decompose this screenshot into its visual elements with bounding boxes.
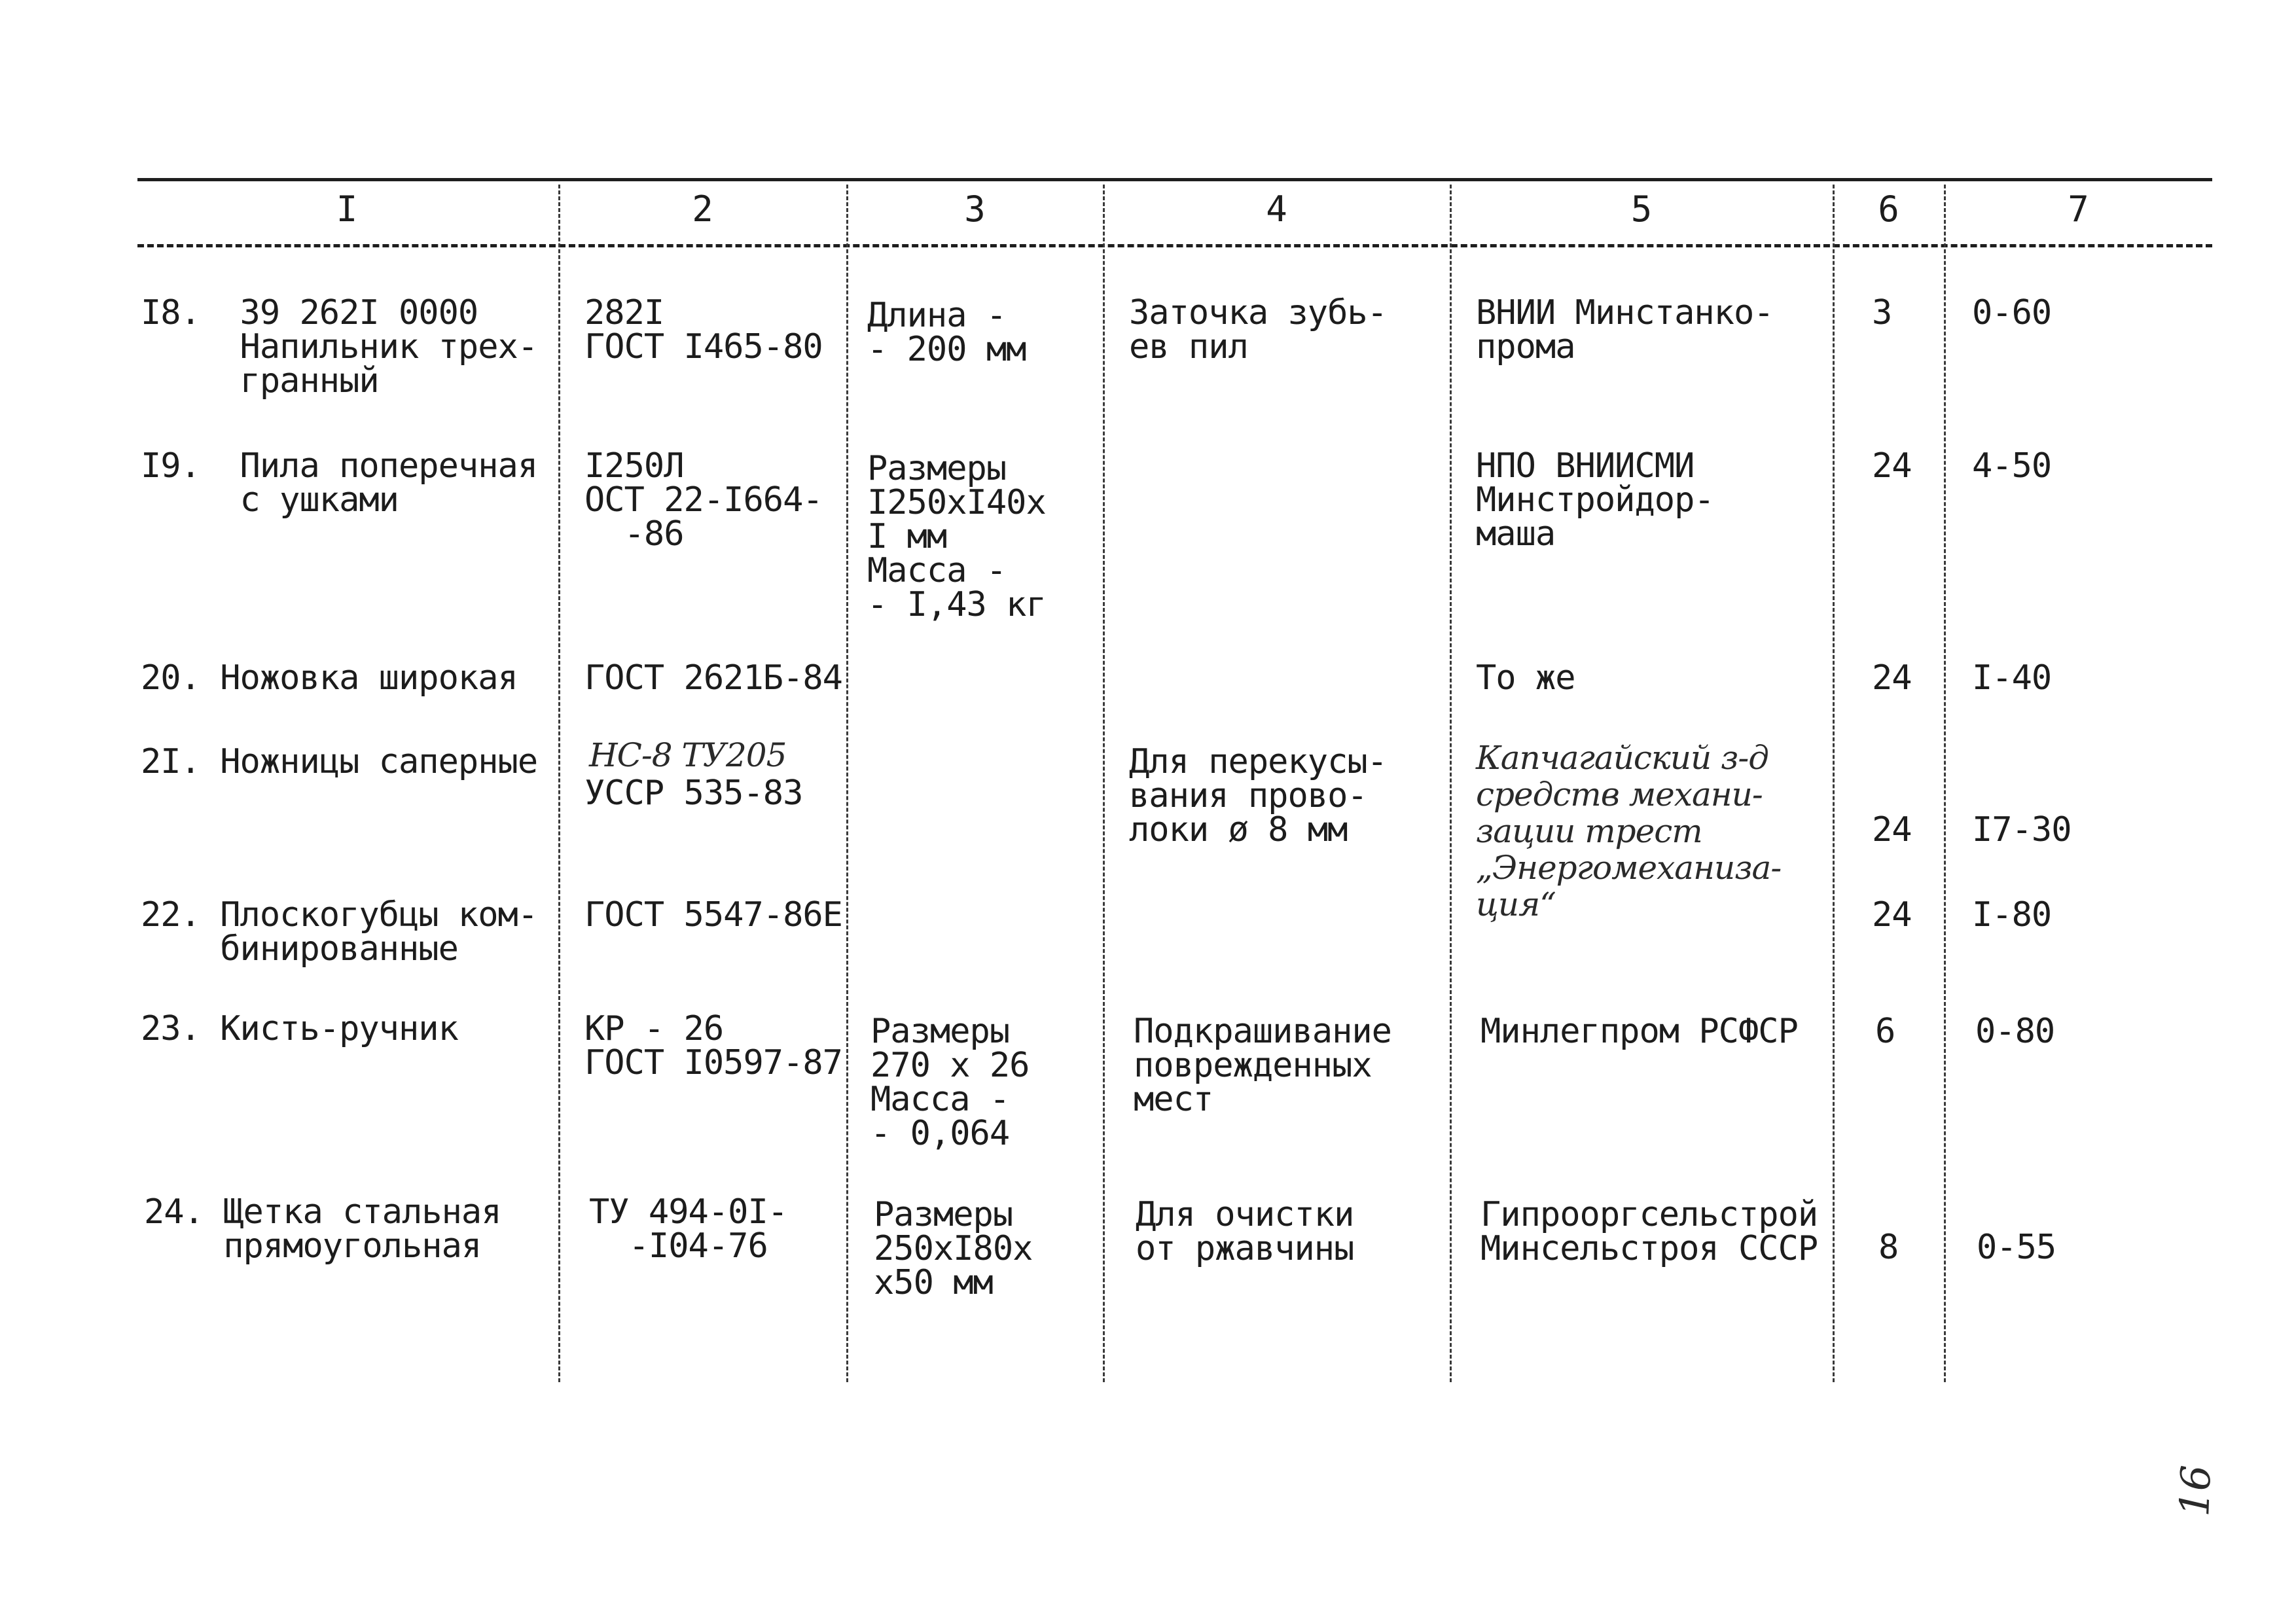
item-purpose: Заточка зубь- ев пил — [1129, 293, 1387, 366]
item-price: 0-55 — [1977, 1228, 2056, 1267]
column-divider — [1103, 185, 1105, 1382]
item-price: I7-30 — [1972, 810, 2072, 849]
column-divider — [558, 185, 560, 1382]
item-name: 24. Щетка стальная прямоугольная — [144, 1192, 501, 1266]
item-supplier: НПО ВНИИСМИ Минстройдор- маша — [1476, 446, 1714, 554]
item-standard: ТУ 494-0I- -I04-76 — [589, 1192, 788, 1266]
item-standard: ГОСТ 2621Б-84 — [584, 658, 842, 698]
column-header: 2 — [692, 188, 713, 230]
item-qty: 24 — [1872, 810, 1912, 849]
item-supplier: Минлегпром РСФСР — [1480, 1012, 1798, 1051]
item-qty: 24 — [1872, 446, 1912, 486]
column-header: I — [336, 188, 358, 230]
item-standard: УССР 535-83 — [584, 774, 803, 813]
item-purpose: Для перекусы- вания прово- локи ø 8 мм — [1129, 742, 1387, 849]
item-purpose: Для очистки от ржавчины — [1136, 1195, 1354, 1268]
item-qty: 3 — [1872, 293, 1892, 332]
item-price: I-40 — [1972, 658, 2052, 698]
item-standard: I250Л ОСТ 22-I664- -86 — [584, 446, 823, 554]
item-price: 4-50 — [1972, 446, 2052, 486]
column-header: 3 — [964, 188, 986, 230]
item-name: I9. Пила поперечная с ушками — [141, 446, 538, 520]
column-header: 7 — [2068, 188, 2089, 230]
item-price: 0-60 — [1972, 293, 2052, 332]
item-supplier: Гипрооргсельстрой Минсельстроя СССР — [1480, 1195, 1818, 1268]
item-qty: 6 — [1875, 1012, 1895, 1051]
column-divider — [1450, 185, 1452, 1382]
item-supplier-handwritten: Капчагайский з-д средств механи- зации трест „Энергомеханиза- ция“ — [1476, 739, 1782, 923]
column-header: 5 — [1630, 188, 1653, 230]
header-bottom-rule — [137, 244, 2212, 247]
item-name: 20. Ножовка широкая — [141, 658, 518, 698]
item-name: 23. Кисть-ручник — [141, 1009, 458, 1048]
item-name: 2I. Ножницы саперные — [141, 742, 538, 781]
column-divider — [1833, 185, 1835, 1382]
item-standard-handwritten: НС-8 ТУ205 — [589, 736, 787, 774]
column-header: 4 — [1266, 188, 1287, 230]
item-standard: КР - 26 ГОСТ I0597-87 — [584, 1009, 842, 1082]
item-spec: Размеры 250хI80х х50 мм — [874, 1195, 1033, 1302]
column-divider — [1944, 185, 1946, 1382]
item-price: I-80 — [1972, 895, 2052, 935]
item-name: I8. 39 262I 0000 Напильник трех- гранный — [141, 293, 538, 401]
item-name: 22. Плоскогубцы ком- бинированные — [141, 895, 538, 969]
table-top-rule — [137, 178, 2212, 181]
item-spec: Размеры I250хI40х I мм Масса - - I,43 кг — [867, 449, 1046, 624]
item-spec: Размеры 270 х 26 Масса - - 0,064 — [870, 1012, 1030, 1153]
item-standard: 282I ГОСТ I465-80 — [584, 293, 823, 366]
item-qty: 24 — [1872, 895, 1912, 935]
item-purpose: Подкрашивание поврежденных мест — [1134, 1012, 1391, 1119]
item-standard: ГОСТ 5547-86Е — [584, 895, 842, 935]
page-number: 16 — [2170, 1464, 2220, 1518]
item-qty: 24 — [1872, 658, 1912, 698]
column-header: 6 — [1878, 188, 1899, 230]
item-spec: Длина - - 200 мм — [867, 296, 1026, 369]
item-supplier: То же — [1476, 658, 1575, 698]
item-supplier: ВНИИ Минстанко- прома — [1476, 293, 1774, 366]
item-price: 0-80 — [1975, 1012, 2055, 1051]
item-qty: 8 — [1878, 1228, 1899, 1267]
column-divider — [846, 185, 848, 1382]
